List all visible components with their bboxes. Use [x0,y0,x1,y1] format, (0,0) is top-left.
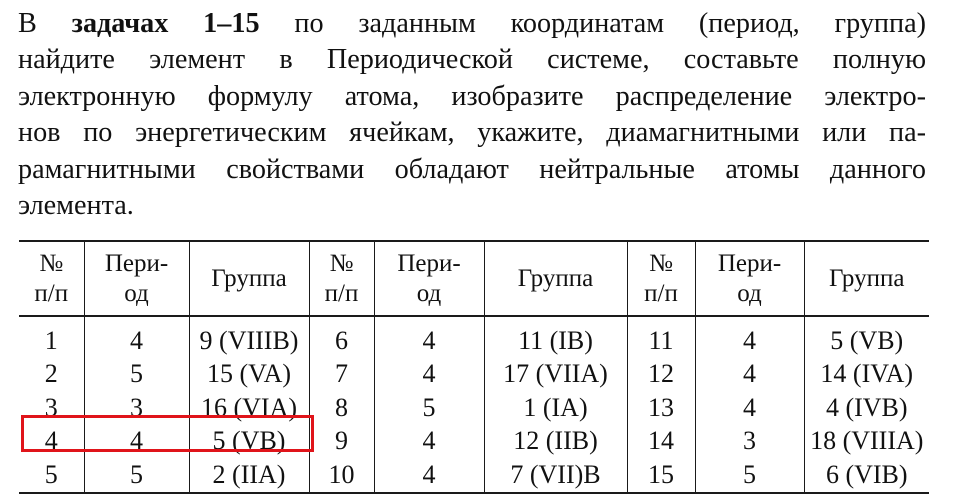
period-cell: 4 [84,316,189,358]
header-period: Пери- од [374,241,484,316]
task-instructions [18,6,926,224]
table-row [19,358,929,392]
period-cell: 4 [374,316,484,358]
group-cell: 18 (VIIIA) [804,425,929,459]
instructions-line-1: В задачах 1–15 по заданным координатам (период, группа) [18,8,926,39]
group-cell: 12 (IIB) [484,425,627,459]
table-header-row [19,241,929,316]
period-cell: 4 [695,316,804,358]
group-cell: 15 (VA) [189,358,309,392]
group-cell: 9 (VIIIB) [189,316,309,358]
instructions-line-3: электронную формулу атома, изобразите распределение электро- [18,80,926,112]
group-cell: 16 (VIA) [189,391,309,425]
task-number: 15 [627,458,695,493]
group-cell: 7 (VII)B [484,458,627,493]
table-row [19,391,929,425]
task-number: 5 [19,458,84,493]
period-cell: 4 [695,358,804,392]
group-cell: 5 (VB) [804,316,929,358]
task-number: 9 [309,425,374,459]
task-number: 6 [309,316,374,358]
task-number: 4 [44,426,58,456]
task-number: 14 [627,425,695,459]
instructions-line-6: элемента. [18,190,134,222]
group-cell: 1 (IA) [484,391,627,425]
group-cell: 6 (VIB) [804,458,929,493]
instructions-line-4: нов по энергетическим ячейкам, укажите, диамагнитными или па- [18,117,926,149]
task-number: 7 [309,358,374,392]
table-row-highlighted [19,425,929,459]
group-cell: 17 (VIIA) [484,358,627,392]
header-number: № п/п [309,241,374,316]
task-number: 12 [627,358,695,392]
period-cell: 4 [374,425,484,459]
header-group: Группа [189,241,309,316]
task-number: 2 [44,359,58,389]
group-cell: 2 (IIA) [189,458,309,493]
header-number: № п/п [19,241,84,316]
header-period: Пери- од [84,241,189,316]
task-number: 13 [627,391,695,425]
task-number: 10 [309,458,374,493]
task-number: 11 [627,316,695,358]
period-cell: 3 [695,425,804,459]
header-period: Пери- од [695,241,804,316]
group-cell: 4 (IVB) [804,391,929,425]
task-range: задачах 1–15 [71,8,260,39]
period-cell: 5 [84,458,189,493]
table-row [19,458,929,493]
period-cell: 3 [84,391,189,425]
task-number: 1 [44,325,58,355]
period-cell: 4 [84,425,189,459]
period-cell: 4 [374,458,484,493]
task-coordinates-table [19,240,929,494]
period-cell: 5 [374,391,484,425]
table-row [19,316,929,358]
period-cell: 5 [84,358,189,392]
group-cell: 11 (IB) [484,316,627,358]
period-cell: 4 [695,391,804,425]
instructions-line-2: найдите элемент в Периодической системе, составьте полную [18,44,926,76]
header-group: Группа [484,241,627,316]
header-group: Группа [804,241,929,316]
instructions-line-5: рамагнитными свойствами обладают нейтральные атомы данного [18,153,926,185]
group-cell: 5 (VB) [189,425,309,459]
group-cell: 14 (IVA) [804,358,929,392]
period-cell: 4 [374,358,484,392]
header-number: № п/п [627,241,695,316]
task-number: 3 [44,392,58,422]
task-number: 8 [309,391,374,425]
period-cell: 5 [695,458,804,493]
